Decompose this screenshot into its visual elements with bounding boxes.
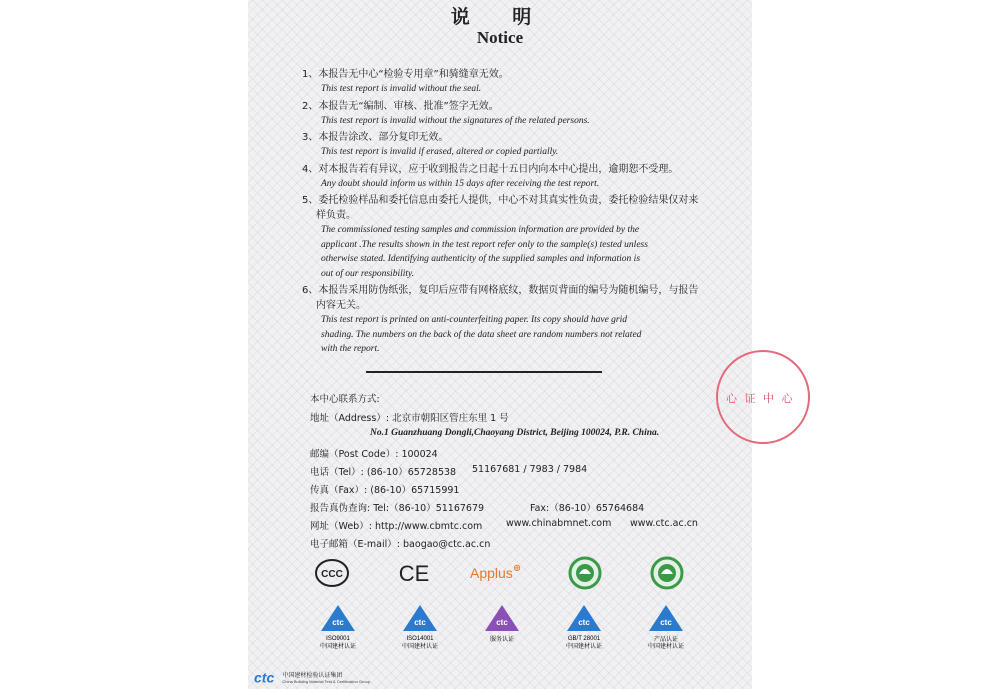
footer-ctc-mark: ctc bbox=[254, 669, 275, 686]
ctc-iso9001-logo bbox=[318, 604, 358, 650]
notice-item-cn: 1、本报告无中心“检验专用章”和骑缝章无效。 bbox=[302, 69, 509, 80]
ctc-iso14001-logo bbox=[400, 604, 440, 650]
ctc-gbt28001-logo bbox=[564, 604, 604, 650]
title-english: Notice bbox=[476, 28, 524, 47]
email-value[interactable]: baogao@ctc.ac.cn bbox=[403, 539, 491, 550]
footer-group-name-cn: 中国建材检验认证集团 bbox=[282, 671, 343, 679]
tel-value-2: 51167681 / 7983 / 7984 bbox=[472, 464, 588, 475]
ctc-logo-text: ctc bbox=[660, 618, 672, 627]
notice-item-en: The commissioned testing samples and commission information are provided by the bbox=[321, 225, 640, 235]
ce-logo-text: CE bbox=[398, 561, 430, 586]
notice-item-en: applicant .The results shown in the test report refer only to the sample(s) tested unless bbox=[321, 239, 648, 250]
notice-item-en: with the report. bbox=[321, 344, 380, 354]
iso9001-label: ISO9001 bbox=[326, 636, 350, 642]
web-link-2[interactable]: www.chinabmnet.com bbox=[506, 518, 612, 529]
address-en: No.1 Guanzhuang Dongli,Chaoyang District, Beijing 100024, P.R. China. bbox=[370, 428, 660, 438]
product-label: 产品认证 bbox=[653, 636, 678, 643]
ce-logo bbox=[397, 559, 431, 591]
brand-label: 中国建材认证 bbox=[401, 643, 438, 650]
web-link-1[interactable]: http://www.cbmtc.com bbox=[374, 521, 483, 532]
notice-item-6 bbox=[302, 283, 702, 357]
fax-label: 传真（Fax）: bbox=[310, 485, 368, 496]
notice-item-cn: 3、本报告涂改、部分复印无效。 bbox=[302, 132, 449, 143]
notice-item-5 bbox=[302, 193, 702, 281]
notice-item-cn: 2、本报告无“编制、审核、批准”签字无效。 bbox=[302, 100, 499, 112]
ccc-logo bbox=[314, 558, 350, 592]
red-seal-stamp bbox=[716, 350, 810, 444]
postcode-label: 邮编（Post Code）: bbox=[310, 449, 399, 460]
tel-label: 电话（Tel）: bbox=[310, 467, 364, 478]
seal-text: 心 证 中 心 bbox=[726, 392, 795, 405]
brand-label: 中国建材认证 bbox=[647, 643, 684, 650]
ctc-logo-text: ctc bbox=[578, 618, 590, 627]
verify-fax: Fax:（86-10）65764684 bbox=[530, 503, 645, 514]
notice-item-cn: 4、对本报告若有异议，应于收到报告之日起十五日内向本中心提出，逾期恕不受理。 bbox=[302, 163, 679, 175]
postcode-row bbox=[310, 446, 438, 460]
tel-row bbox=[310, 464, 730, 478]
notice-item-4 bbox=[302, 162, 702, 192]
notice-item-en: Any doubt should inform us within 15 days after receiving the test report. bbox=[321, 178, 600, 189]
footer-group-name-en: China Building Material Test & Certification Group bbox=[282, 678, 371, 684]
contact-heading: 本中心联系方式: bbox=[310, 394, 380, 405]
ctc-product-logo bbox=[646, 604, 686, 650]
ctc-service-logo bbox=[482, 604, 522, 643]
notice-item-1 bbox=[302, 67, 702, 97]
address-row bbox=[310, 410, 509, 424]
iso14001-label: ISO14001 bbox=[406, 636, 434, 642]
footer-ctc-logo bbox=[254, 667, 370, 687]
green-certification-seal-2 bbox=[650, 556, 684, 594]
notice-item-en: This test report is invalid without the signatures of the related persons. bbox=[321, 115, 590, 126]
tel-value: (86-10）65728538 bbox=[366, 467, 457, 478]
plus-circle-icon: ⊕ bbox=[512, 563, 522, 574]
notice-item-cn: 6、本报告采用防伪纸张，复印后应带有网格底纹，数据页背面的编号为随机编号，与报告内容无关。 bbox=[302, 285, 699, 311]
notice-item-en: This test report is invalid without the seal. bbox=[321, 84, 482, 94]
ctc-logo-text: ctc bbox=[414, 618, 426, 627]
web-label: 网址（Web）: bbox=[310, 521, 372, 532]
notice-item-cn: 5、委托检验样品和委托信息由委托人提供，中心不对其真实性负责，委托检验结果仅对来样负责。 bbox=[302, 195, 699, 221]
address-label: 地址（Address）: bbox=[310, 413, 390, 424]
ccc-logo-text: CCC bbox=[321, 569, 343, 580]
fax-row bbox=[310, 482, 459, 496]
verify-label: 报告真伪查询: bbox=[310, 503, 371, 514]
notice-item-3 bbox=[302, 130, 702, 160]
gbt28001-label: GB/T 28001 bbox=[567, 636, 601, 642]
notice-document bbox=[248, 0, 795, 689]
certification-logos bbox=[248, 556, 752, 676]
notice-item-en: otherwise stated. Identifying authenticity of the supplied samples and information is bbox=[321, 254, 641, 264]
email-label: 电子邮箱（E-mail）: bbox=[310, 539, 400, 550]
web-link-3[interactable]: www.ctc.ac.cn bbox=[630, 518, 698, 529]
service-label: 服务认证 bbox=[489, 636, 514, 643]
web-row bbox=[310, 518, 730, 532]
verify-tel: Tel:（86-10）51167679 bbox=[373, 503, 485, 514]
applus-logo-text: Applus bbox=[470, 565, 513, 581]
ctc-logo-text: ctc bbox=[332, 618, 344, 627]
notice-items bbox=[302, 67, 702, 359]
divider-rule bbox=[366, 371, 602, 373]
notice-item-2 bbox=[302, 99, 702, 129]
notice-item-en: shading. The numbers on the back of the data sheet are random numbers not related bbox=[321, 329, 642, 340]
brand-label: 中国建材认证 bbox=[565, 643, 602, 650]
postcode-value: 100024 bbox=[401, 449, 438, 460]
brand-label: 中国建材认证 bbox=[319, 643, 356, 650]
email-row bbox=[310, 536, 490, 550]
verify-row bbox=[310, 500, 730, 514]
green-certification-seal-1 bbox=[568, 556, 602, 594]
title-chinese: 说 明 bbox=[450, 6, 550, 28]
notice-item-en: This test report is invalid if erased, altered or copied partially. bbox=[321, 147, 559, 157]
fax-value: (86-10）65715991 bbox=[370, 485, 460, 496]
notice-item-en: out of our responsibility. bbox=[321, 268, 415, 279]
ctc-logo-text: ctc bbox=[496, 618, 508, 627]
notice-item-en: This test report is printed on anti-counterfeiting paper. Its copy should have grid bbox=[321, 315, 627, 325]
applus-logo bbox=[470, 563, 521, 582]
address-cn: 北京市朝阳区管庄东里 1 号 bbox=[392, 413, 509, 424]
